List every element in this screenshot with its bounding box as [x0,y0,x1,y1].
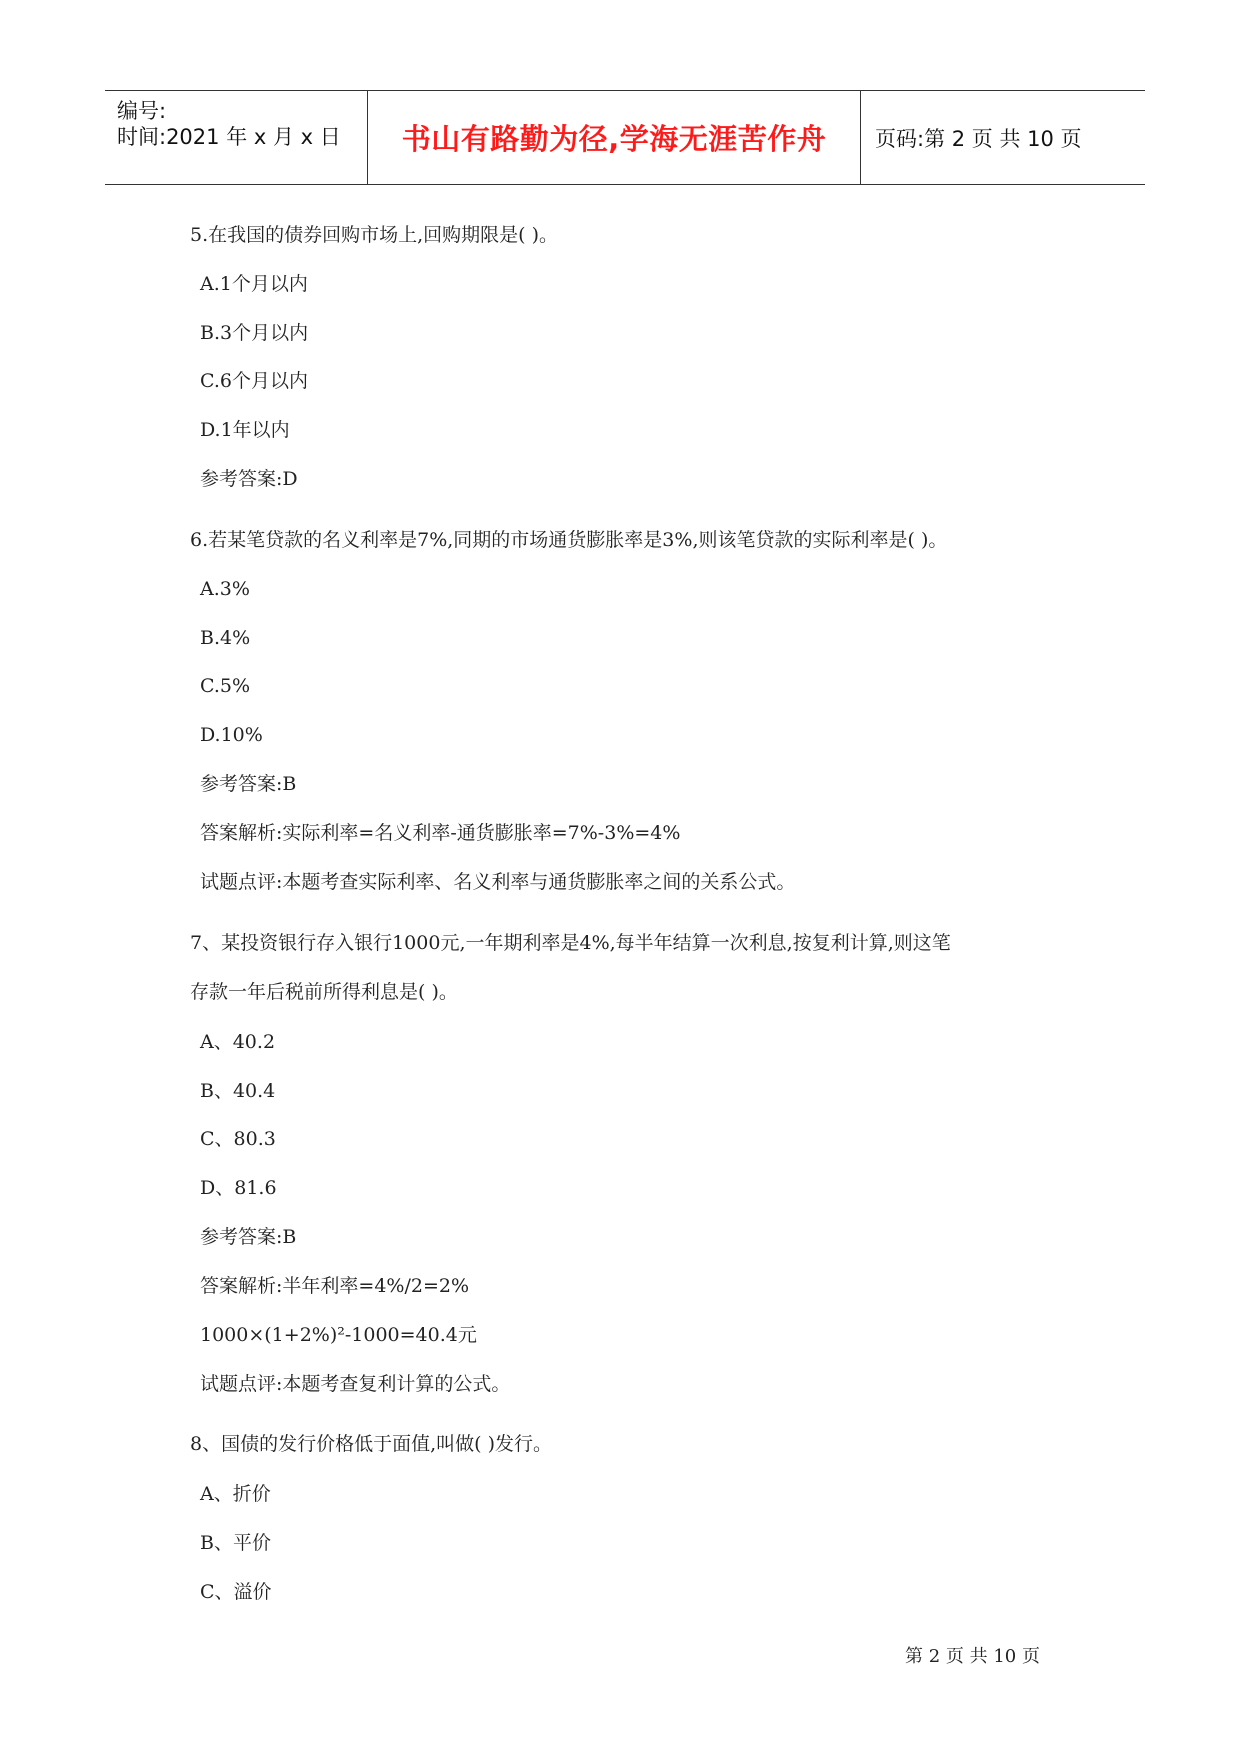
option-line: A.1个月以内 [200,273,308,295]
option-line: B、平价 [200,1532,271,1554]
option-line: D.10% [200,724,263,746]
option-line: D.1年以内 [200,419,290,441]
option-line: A.3% [200,578,250,600]
answer-line: 参考答案:B [200,1226,297,1248]
option-line: C.6个月以内 [200,370,308,392]
comment-line: 试题点评:本题考查实际利率、名义利率与通货膨胀率之间的关系公式。 [200,871,796,893]
analysis-line: 答案解析:实际利率=名义利率-通货膨胀率=7%-3%=4% [200,822,681,844]
serial-number-label: 编号: [117,99,167,123]
time-label: 时间:2021 年 x 月 x 日 [117,125,341,149]
question-line: 8、国债的发行价格低于面值,叫做( )发行。 [190,1433,552,1455]
comment-line: 试题点评:本题考查复利计算的公式。 [200,1373,511,1395]
formula-line: 1000×(1+2%)²-1000=40.4元 [200,1324,477,1346]
option-line: A、40.2 [200,1031,276,1053]
option-line: A、折价 [200,1483,271,1505]
option-line: D、81.6 [200,1177,277,1199]
option-line: B.4% [200,627,251,649]
page-footer: 第 2 页 共 10 页 [905,1646,1040,1667]
option-line: C.5% [200,675,251,697]
question-line: 存款一年后税前所得利息是( )。 [190,981,458,1003]
analysis-line: 答案解析:半年利率=4%/2=2% [200,1275,470,1297]
header-motto: 书山有路勤为径,学海无涯苦作舟 [401,122,827,156]
header-page-number: 页码:第 2 页 共 10 页 [875,127,1082,151]
option-line: B.3个月以内 [200,322,309,344]
option-line: B、40.4 [200,1080,276,1102]
option-line: C、溢价 [200,1581,272,1603]
option-line: C、80.3 [200,1128,276,1150]
answer-line: 参考答案:D [200,468,298,490]
question-line: 7、某投资银行存入银行1000元,一年期利率是4%,每半年结算一次利息,按复利计算,则这笔 [190,932,951,954]
answer-line: 参考答案:B [200,773,297,795]
question-line: 5.在我国的债券回购市场上,回购期限是( )。 [190,224,559,246]
question-line: 6.若某笔贷款的名义利率是7%,同期的市场通货膨胀率是3%,则该笔贷款的实际利率是( )。 [190,529,948,551]
